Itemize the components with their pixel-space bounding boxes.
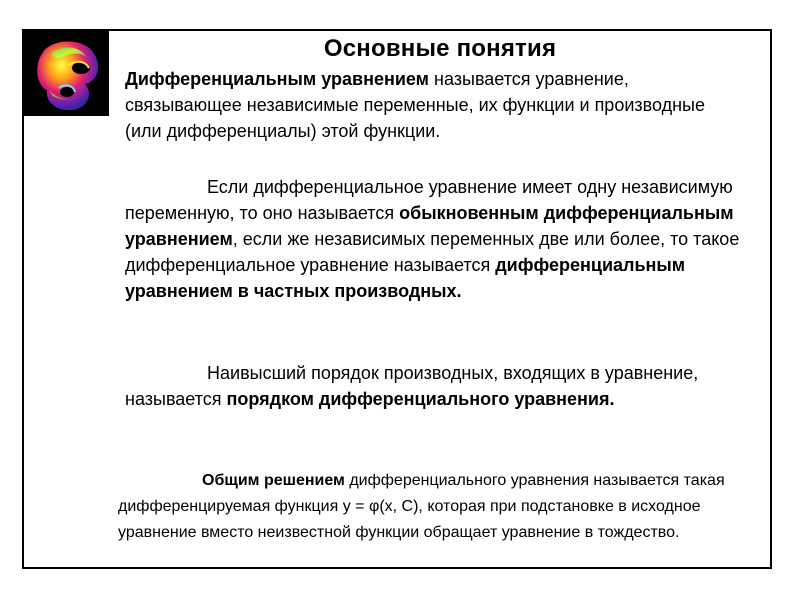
slide-title: Основные понятия [323,35,557,62]
ordinary-text-1: Если дифференциальное уравнение имеет одну независимую переменную, то оно называется [125,177,733,223]
term-ordinary-de: обыкновенным дифференциальным уравнением [125,203,734,249]
definition-text: называется уравнение, связывающее независимые переменные, их функции и производные (или дифференциалы) этой функции. [125,69,706,141]
term-differential-equation: Дифференциальным уравнением [125,69,429,89]
paragraph-definition [125,66,745,144]
general-solution-text: дифференциального уравнения называется такая дифференцируемая функция y = φ(x, C), которая при подстановке в исходное уравнение вместо неизвестной функции обращает уравнение в тождество. [118,472,725,541]
klein-bottle-surface-icon [23,30,109,116]
term-order: порядком дифференциального уравнения. [226,389,615,409]
term-general-solution: Общим решением [202,472,345,489]
term-partial-de: дифференциальным уравнением в частных производных. [125,255,686,301]
order-text: Наивысший порядок производных, входящих в уравнение, называется [125,363,699,409]
paragraph-ordinary-partial [125,174,755,304]
ordinary-text-2: , если же независимых переменных две или более, то такое дифференциальное уравнение называется [125,229,740,275]
paragraph-general-solution [118,468,748,546]
paragraph-order [125,360,745,412]
